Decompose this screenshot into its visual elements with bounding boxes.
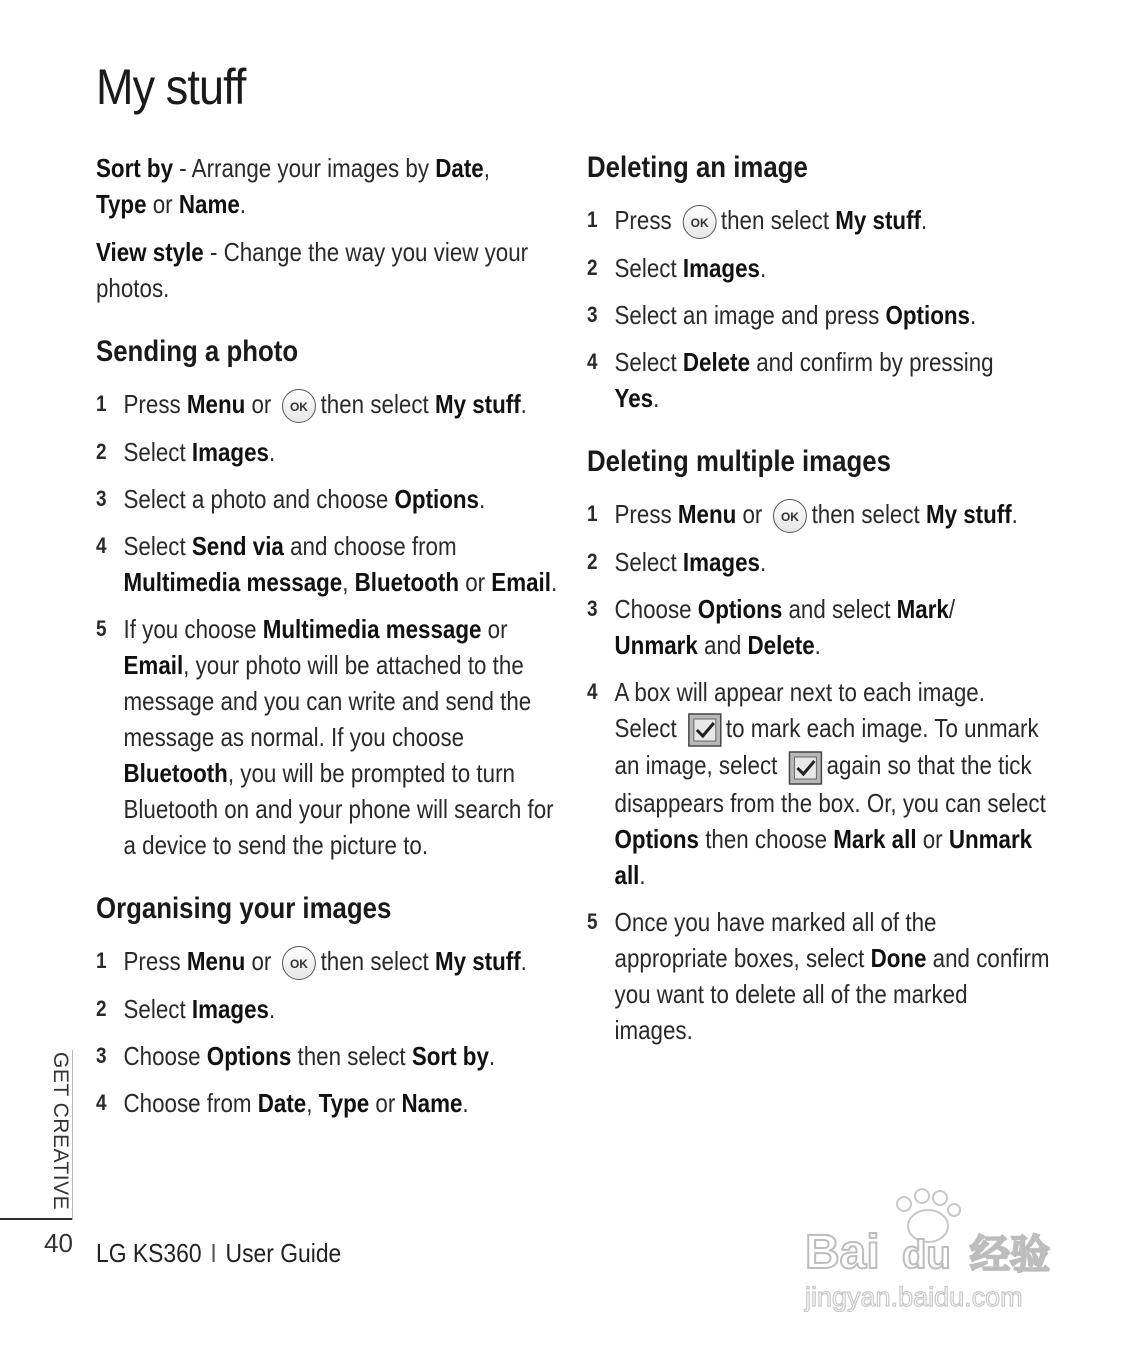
sending-step-1: 1 Press Menu or OK then select My stuff.	[96, 386, 560, 423]
organising-step-1: 1 Press Menu or OK then select My stuff.	[96, 943, 560, 980]
organising-heading: Organising your images	[96, 892, 392, 926]
sending-step-5: 5 If you choose Multimedia message or Email, your photo will be attached to the message and you can write and send the message as normal. If you choose Bluetooth, you will be prompted to turn Bluetooth on and your phone will search for a device to send the picture to.	[96, 614, 554, 861]
organising-step-3: 3 Choose Options then select Sort by.	[96, 1041, 496, 1072]
sending-step-2: 2 Select Images.	[96, 437, 276, 468]
sending-photo-heading: Sending a photo	[96, 335, 299, 368]
ok-button-icon: OK	[682, 205, 716, 239]
deleting-multi-step-2: 2 Select Images.	[587, 547, 767, 578]
sending-step-3: 3 Select a photo and choose Options.	[96, 484, 486, 515]
organising-step-4: 4 Choose from Date, Type or Name.	[96, 1088, 469, 1119]
ok-button-icon: OK	[773, 499, 807, 533]
page-title: My stuff	[96, 59, 246, 115]
deleting-step-4: 4 Select Delete and confirm by pressing Yes.	[587, 347, 994, 414]
left-column	[96, 150, 566, 1132]
side-divider	[72, 1050, 73, 1220]
sort-by-paragraph: Sort by - Arrange your images by Date, Type or Name.	[96, 153, 490, 219]
deleting-step-3: 3 Select an image and press Options.	[587, 300, 977, 331]
view-style-paragraph: View style - Change the way you view your photos.	[96, 237, 529, 303]
deleting-multi-step-1: 1 Press Menu or OK then select My stuff.	[587, 496, 1051, 533]
deleting-multi-step-4: 4 A box will appear next to each image. Select to mark each image. To unmark an image, select again so that the tick disappears from the box. Or, you can select Options then choose Mark all or Unmark all.	[587, 677, 1046, 890]
deleting-multiple-heading: Deleting multiple images	[587, 445, 891, 479]
footer	[96, 1238, 341, 1269]
checkbox-icon	[687, 713, 721, 747]
deleting-multi-step-3: 3 Choose Options and select Mark/ Unmark and Delete.	[587, 594, 956, 661]
footer-doc-title: User Guide	[225, 1238, 342, 1268]
baidu-watermark-logo	[800, 1188, 1070, 1318]
organising-step-2: 2 Select Images.	[96, 994, 276, 1025]
deleting-multi-step-5: 5 Once you have marked all of the appropriate boxes, select Done and confirm you want to delete all of the marked images.	[587, 906, 1050, 1045]
footer-model: LG KS360	[96, 1238, 202, 1268]
footer-separator: I	[210, 1238, 217, 1268]
checkbox-icon	[788, 751, 822, 785]
sending-step-4: 4 Select Send via and choose from Multimedia message, Bluetooth or Email.	[96, 531, 558, 598]
ok-button-icon: OK	[282, 389, 316, 423]
svg-text:Bai: Bai	[805, 1226, 880, 1279]
svg-text:经验: 经验	[970, 1232, 1050, 1278]
deleting-image-heading: Deleting an image	[587, 151, 808, 184]
ok-button-icon: OK	[282, 946, 316, 980]
deleting-step-1: 1 Press OK then select My stuff.	[587, 202, 1051, 239]
page-number: 40	[44, 1228, 73, 1258]
right-column	[587, 150, 1057, 1059]
section-side-tab: GET CREATIVE	[49, 1052, 72, 1211]
deleting-step-2: 2 Select Images.	[587, 253, 767, 284]
svg-text:du: du	[902, 1233, 951, 1277]
page-number-rule	[0, 1218, 72, 1220]
svg-text:jingyan.baidu.com: jingyan.baidu.com	[805, 1282, 1023, 1312]
